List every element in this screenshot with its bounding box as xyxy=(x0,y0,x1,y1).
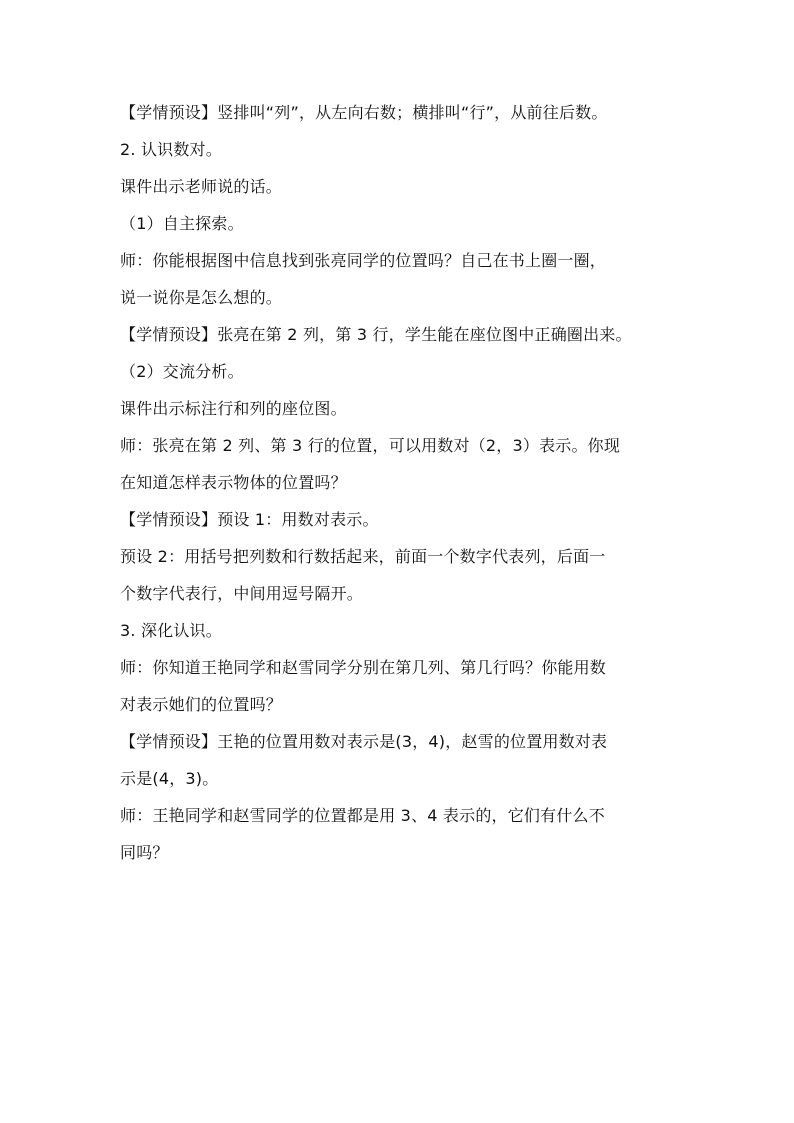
lesson-text xyxy=(120,105,680,861)
text-line: 【学情预设】张亮在第 2 列，第 3 行，学生能在座位图中正确圈出来。 xyxy=(120,325,632,344)
text-line: 【学情预设】竖排叫“列”，从左向右数；横排叫“行”，从前往后数。 xyxy=(120,103,608,122)
text-line: 课件出示老师说的话。 xyxy=(120,177,283,196)
text-line: 预设 2：用括号把列数和行数括起来，前面一个数字代表列，后面一 xyxy=(120,547,606,566)
text-line: 师：王艳同学和赵雪同学的位置都是用 3、4 表示的，它们有什么不 xyxy=(120,806,605,825)
text-line: 【学情预设】预设 1：用数对表示。 xyxy=(120,510,379,529)
text-line: 师：张亮在第 2 列、第 3 行的位置，可以用数对（2，3）表示。你现 xyxy=(120,436,621,455)
text-line: 【学情预设】王艳的位置用数对表示是(3，4)，赵雪的位置用数对表 xyxy=(120,732,608,751)
text-line: 示是(4，3)。 xyxy=(120,769,219,788)
section-heading: 3. 深化认识。 xyxy=(120,621,222,640)
subsection-heading: （2）交流分析。 xyxy=(120,362,244,381)
text-line: 在知道怎样表示物体的位置吗？ xyxy=(120,473,347,492)
text-line: 说一说你是怎么想的。 xyxy=(120,288,283,307)
text-line: 同吗？ xyxy=(120,843,169,862)
text-line: 个数字代表行，中间用逗号隔开。 xyxy=(120,584,364,603)
text-line: 师：你能根据图中信息找到张亮同学的位置吗？自己在书上圈一圈， xyxy=(120,251,607,270)
text-line: 对表示她们的位置吗？ xyxy=(120,695,283,714)
text-line: 课件出示标注行和列的座位图。 xyxy=(120,399,347,418)
text-line: 师：你知道王艳同学和赵雪同学分别在第几列、第几行吗？你能用数 xyxy=(120,658,607,677)
subsection-heading: （1）自主探索。 xyxy=(120,214,244,233)
section-heading: 2. 认识数对。 xyxy=(120,140,222,159)
